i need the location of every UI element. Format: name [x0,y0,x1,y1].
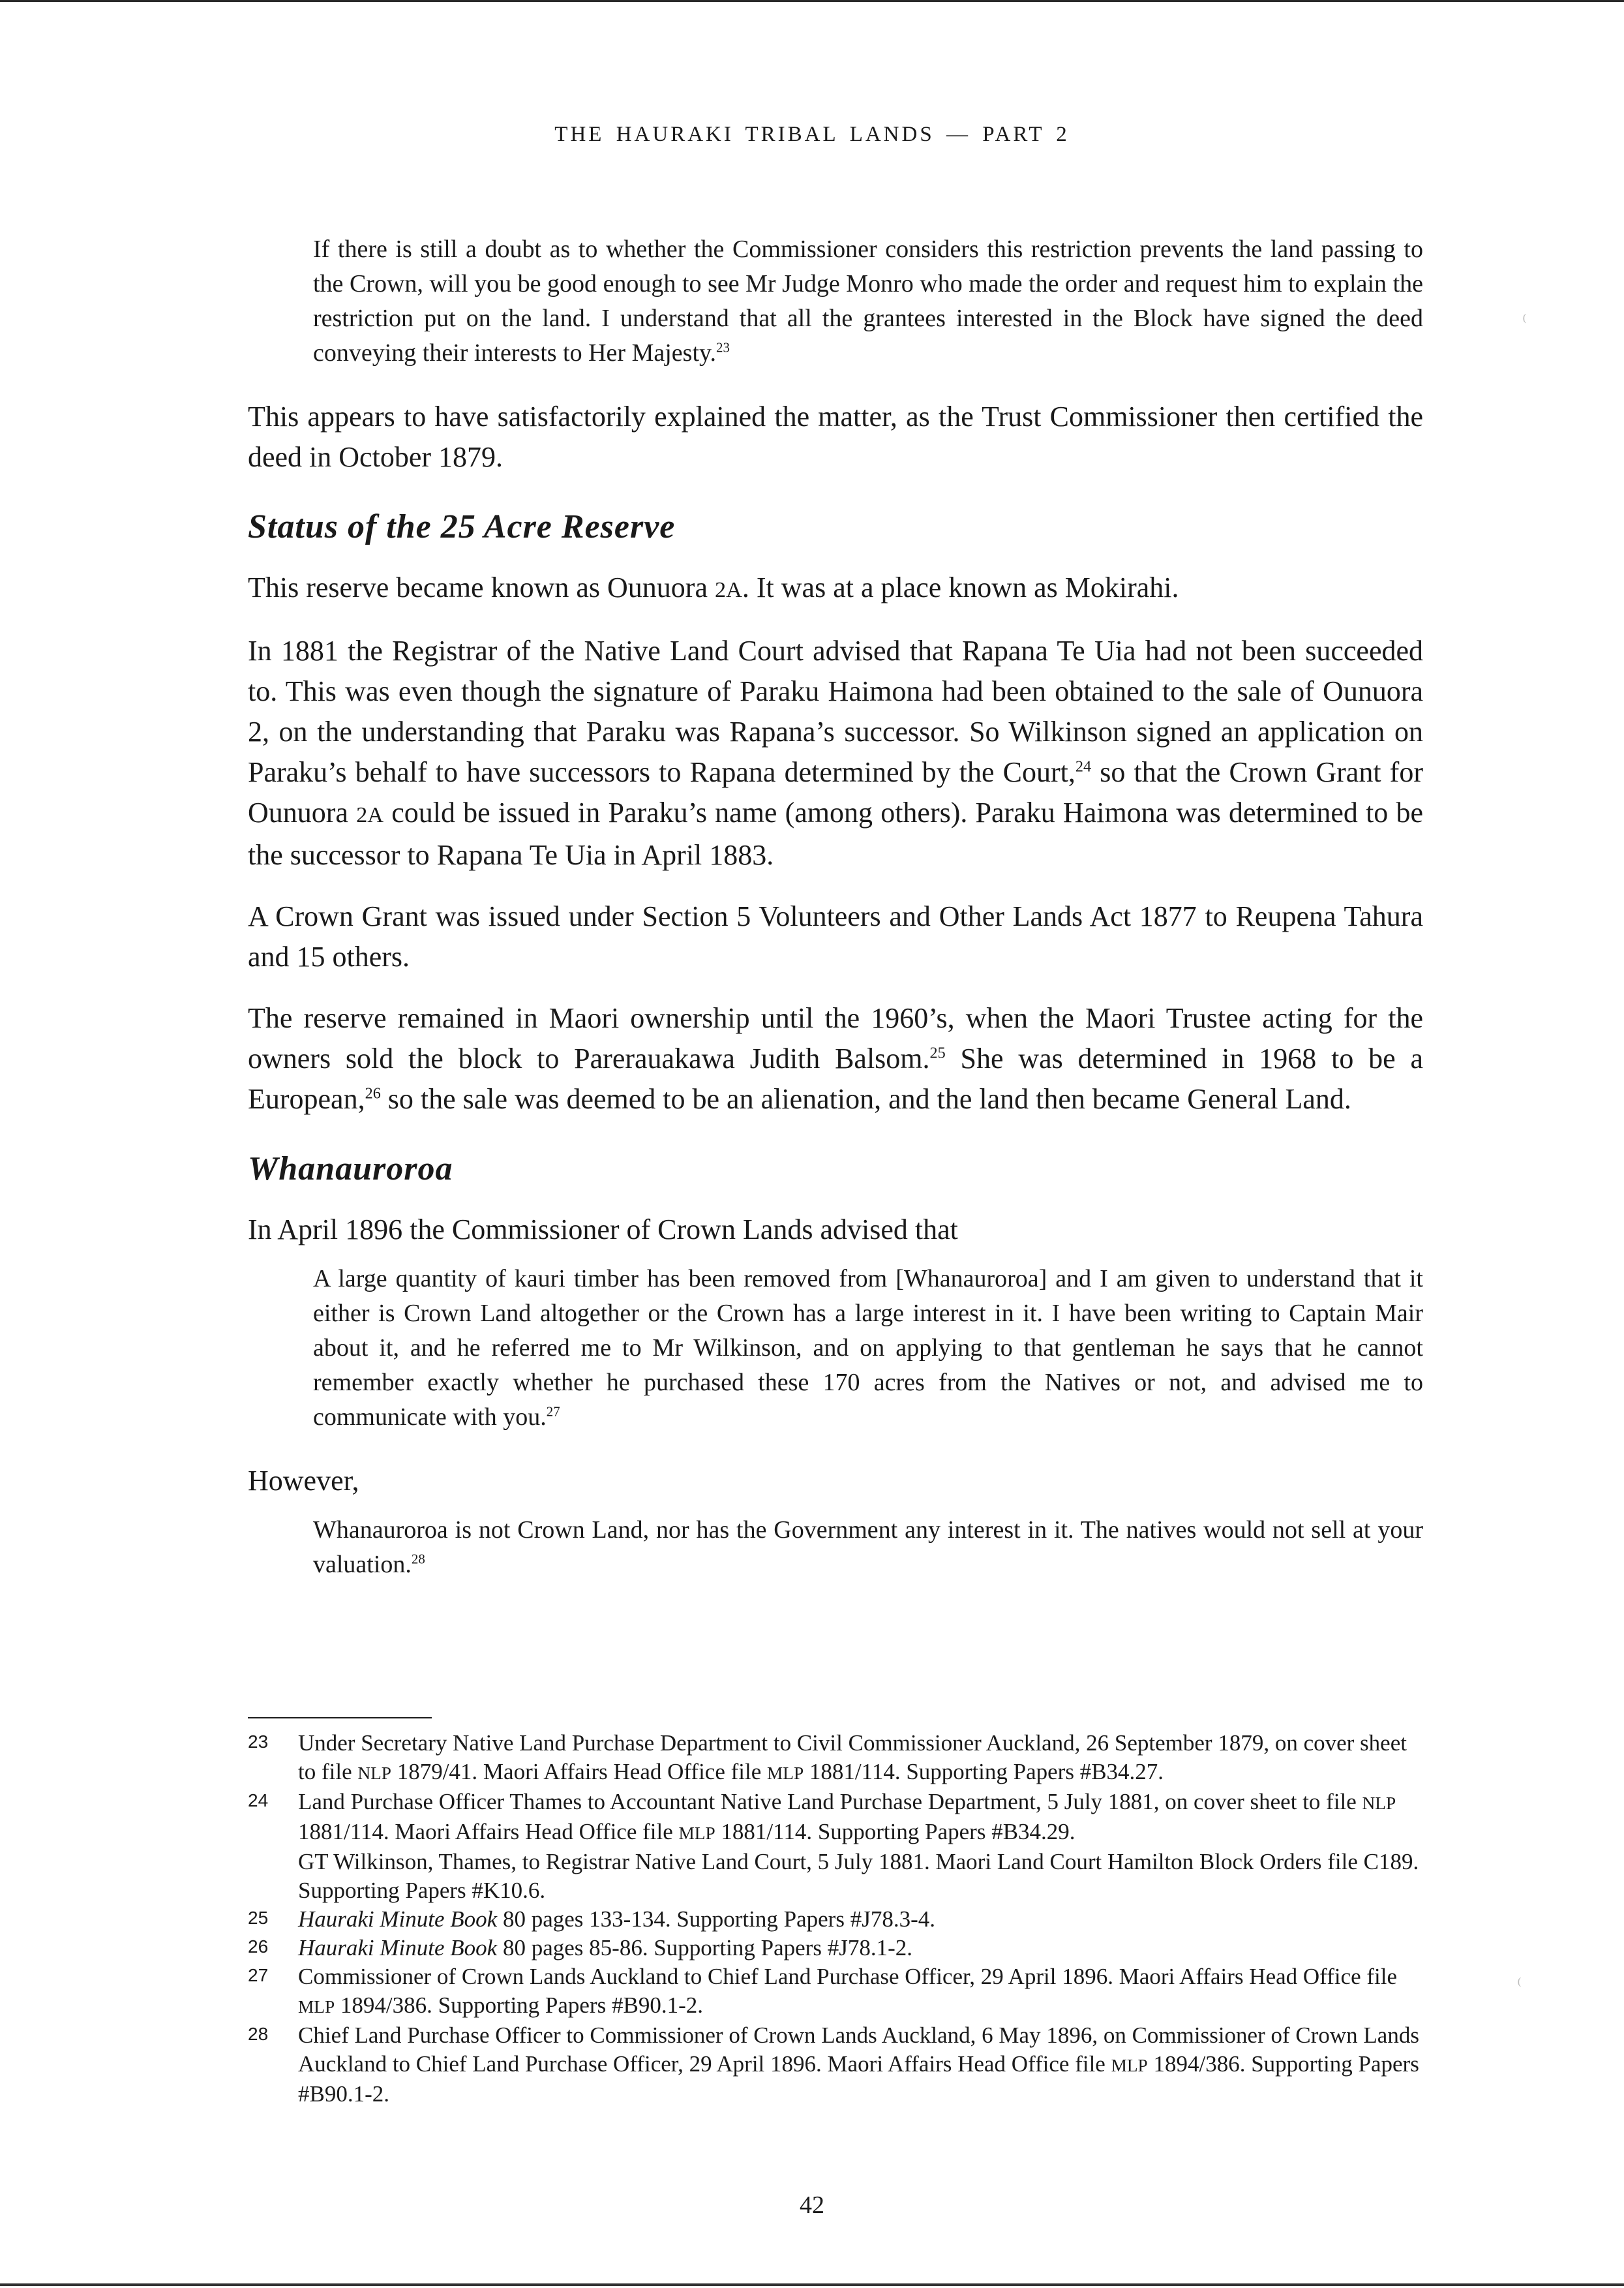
margin-mark: ⁽ [1517,1975,1522,1996]
footnote-ref[interactable]: 25 [929,1044,946,1062]
block-quote: If there is still a doubt as to whether the Commissioner considers this restriction prevents the land passing to the Crown, will you be good enough to see Mr Judge Monro who made the order and request him to explain the restriction put on the land. I understand that all the grantees interested in the Block have signed the deed conveying their interests to Her Majesty.$^{23}$ [313,236,1423,367]
scan-edge-bottom [0,2283,1624,2286]
footnote-ref[interactable]: 23 [716,339,730,356]
footnote-text: Hauraki Minute Book 80 pages 133-134. Supporting Papers #J78.3-4. [298,1906,935,1932]
section-heading: Status of the 25 Acre Reserve [248,508,676,545]
footnote [248,1934,1423,1962]
paragraph: In 1881 the Registrar of the Native Land Court advised that Rapana Te Uia had not been succeeded to. This was even though the signature of Paraku Haimona had been obtained to the sale of Ounuora 2, on the understanding that Paraku was Rapana’s successor. So Wilkinson signed an application on Paraku’s behalf to have successors to Rapana determined by the Court,$^{24}$ so that the Crown Grant for Ounuora 2A could be issued in Paraku’s name (among others). Paraku Haimona was determined to be the successor to Rapana Te Uia in April 1883. [248,635,1423,871]
running-head: THE HAURAKI TRIBAL LANDS — PART 2 [554,123,1070,146]
footnote-number: 28 [248,2024,269,2044]
footnote-text: Chief Land Purchase Officer to Commissioner of Crown Lands Auckland, 6 May 1896, on Commissioner of Crown Lands Auckland to Chief Land Purchase Officer, 29 April 1896. Maori Affairs Head Office file MLP 1894/386. Supporting Papers #B90.1-2. [298,2022,1419,2107]
margin-mark: ⁽ [1522,312,1527,332]
footnote [248,2021,1423,2109]
footnote-number: 27 [248,1965,269,1985]
footnote-ref[interactable]: 24 [1075,757,1092,776]
footnote-ref[interactable]: 27 [546,1403,560,1420]
paragraph: A Crown Grant was issued under Section 5 Volunteers and Other Lands Act 1877 to Reupena Tahura and 15 others. [248,900,1423,973]
block-quote: Whanauroroa is not Crown Land, nor has the Government any interest in it. The natives would not sell at your valuation.$^{28}$ [313,1516,1423,1578]
section-heading: Whanauroroa [248,1150,453,1187]
footnote [248,1729,1423,1788]
paragraph: This appears to have satisfactorily explained the matter, as the Trust Commissioner then certified the deed in October 1879. [248,401,1423,473]
paragraph: In April 1896 the Commissioner of Crown Lands advised that [248,1213,958,1245]
page-number: 42 [800,2191,824,2219]
main-content [248,232,1423,1608]
footnote-text: Commissioner of Crown Lands Auckland to Chief Land Purchase Officer, 29 April 1896. Maori Affairs Head Office file MLP 1894/386. Supporting Papers #B90.1-2. [298,1964,1398,2018]
footnote-text: Hauraki Minute Book 80 pages 85-86. Supporting Papers #J78.1-2. [298,1935,912,1960]
footnote-number: 24 [248,1790,269,1810]
footnote-text: Land Purchase Officer Thames to Accountant Native Land Purchase Department, 5 July 1881, on cover sheet to file NLP 1881/114. Maori Affairs Head Office file MLP 1881/114. Supporting Papers #B34.29. GT Wilkinson, Thames, to Registrar Native Land Court, 5 July 1881. Maori Land Court Hamilton Block Orders file C189. Supporting Papers #K10.6. [298,1789,1419,1903]
footnote-number: 25 [248,1908,269,1928]
block-quote: A large quantity of kauri timber has been removed from [Whanauroroa] and I am given to understand that it either is Crown Land altogether or the Crown has a large interest in it. I have been writing to Captain Mair about it, and he referred me to Mr Wilkinson, and on applying to that gentleman he says that he cannot remember exactly whether he purchased these 170 acres from the Natives or not, and advised me to communicate with you.$^{27}$ [313,1265,1423,1431]
footnote-number: 26 [248,1936,269,1957]
paragraph: The reserve remained in Maori ownership until the 1960’s, when the Maori Trustee acting for the owners sold the block to Parerauakawa Judith Balsom.$^{25}$ She was determined in 1968 to be a European,$^{26}$ so the sale was deemed to be an alienation, and the land then became General Land. [248,1002,1423,1115]
paragraph: However, [248,1465,359,1497]
footnote [248,1962,1423,2021]
footnote-text: Under Secretary Native Land Purchase Department to Civil Commissioner Auckland, 26 September 1879, on cover sheet to file NLP 1879/41. Maori Affairs Head Office file MLP 1881/114. Supporting Papers #B34.27. [298,1730,1407,1784]
footnote-divider [248,1717,432,1718]
footnote [248,1788,1423,1905]
footnote-ref[interactable]: 28 [411,1551,425,1567]
footnote-number: 23 [248,1731,269,1752]
footnote-ref[interactable]: 26 [365,1084,381,1103]
footnote [248,1905,1423,1934]
paragraph: This reserve became known as Ounuora 2A. It was at a place known as Mokirahi. [248,572,1179,603]
scan-edge-top [0,0,1624,2]
footnotes [248,1729,1423,2109]
